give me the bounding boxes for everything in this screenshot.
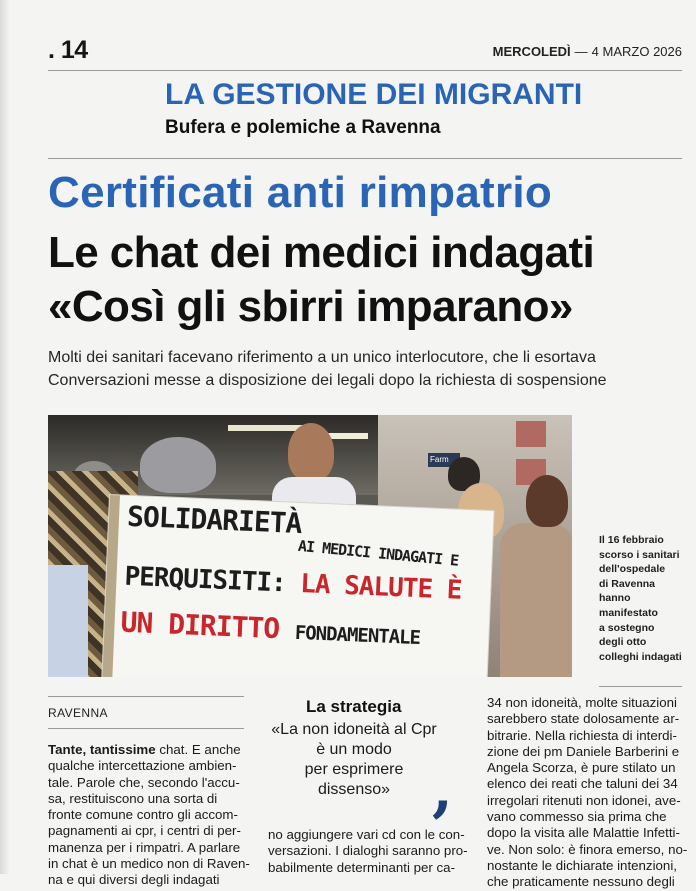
headline-line: Le chat dei medici indagati (48, 228, 595, 277)
body-line: bitrarie. Nella richiesta di interdi- (487, 727, 677, 743)
banner-text: AI MEDICI INDAGATI E (297, 536, 459, 570)
body-line: irregolari ritenuti non idonei, ave- (487, 792, 681, 808)
section-subtitle: Bufera e polemiche a Ravenna (165, 117, 441, 138)
page-edge-shadow (0, 0, 10, 874)
body-line: che praticamente nessuno degli (487, 874, 675, 890)
body-line: vano commesso sia prima che (487, 809, 667, 825)
photo-caption (599, 533, 691, 664)
section-title: LA GESTIONE DEI MIGRANTI (165, 78, 583, 111)
photo-person-coat (500, 523, 572, 677)
body-column-2 (268, 827, 468, 876)
caption-line: dell'ospedale (599, 563, 666, 576)
article-kicker: Certificati anti rimpatrio (48, 168, 553, 217)
banner-text: SOLIDARIETÀ (126, 499, 303, 541)
caption-line: di Ravenna (599, 577, 656, 590)
protest-banner (102, 495, 493, 677)
caption-line: manifestato (599, 606, 658, 619)
photo-white-coat (48, 565, 88, 677)
quote-line: «La non idoneità al Cpr (271, 721, 437, 738)
photo-person (526, 475, 568, 527)
banner-text-red: LA SALUTE È (299, 569, 462, 606)
body-line: qualche intercettazione ambien- (48, 758, 237, 774)
page-number: . 14 (48, 36, 88, 64)
body-line: manenza per i rimpatri. A parlare (48, 839, 241, 855)
body-line: ve. Non solo: è finora emerso, no- (487, 841, 688, 857)
photo-window (516, 421, 546, 447)
dateline-dash: — (574, 44, 588, 59)
dateline (493, 44, 682, 59)
pull-quote (268, 720, 440, 800)
banner-text (124, 562, 462, 606)
dateline-date: 4 MARZO 2026 (591, 44, 682, 59)
section-rule (48, 158, 682, 159)
banner-text-black: FONDAMENTALE (294, 621, 421, 650)
body-line: na e qui diversi degli indagati (48, 872, 220, 888)
body-line: tale. Parole che, secondo l'accu- (48, 774, 240, 790)
headline-line: «Così gli sbirri imparano» (48, 282, 573, 331)
body-line: versazioni. I dialoghi saranno pro- (268, 843, 468, 859)
quote-line: per esprimere (304, 761, 404, 778)
caption-line: colleghi indagati (599, 650, 682, 663)
quote-mark-icon: , (432, 755, 453, 825)
banner-text-red: UN DIRITTO (119, 605, 280, 646)
body-line: in chat è un medico non di Raven- (48, 856, 250, 872)
caption-line: Il 16 febbraio (599, 534, 664, 546)
caption-line: scorso i sanitari (599, 548, 680, 561)
body-line: babilmente determinanti per ca- (268, 859, 455, 875)
caption-line: a sostegno (599, 621, 655, 634)
summary-line: Conversazioni messe a disposizione dei legali dopo la richiesta di sospensione (48, 372, 607, 389)
body-line: dopo la visita alle Malattie Infetti- (487, 825, 680, 841)
photo-person-doctor (288, 423, 334, 481)
body-line: elenco dei reati che taluni dei 34 (487, 776, 678, 792)
location-rule-bottom (48, 728, 244, 729)
lead-bold: Tante, tantissime (48, 742, 156, 757)
photo-ceiling-light (328, 433, 368, 439)
quote-line: dissenso» (317, 781, 391, 798)
body-line: sarebbero state dolosamente ar- (487, 711, 680, 727)
pull-quote-title: La strategia (306, 697, 402, 716)
article-photo (48, 415, 572, 677)
caption-line: degli otto (599, 636, 647, 649)
header-rule (48, 70, 682, 71)
photo-sign: Farm (428, 453, 460, 467)
photo-person (140, 437, 216, 493)
body-line: pagnamenti ai cpr, i centri di per- (48, 823, 241, 839)
body-line: 34 non idoneità, molte situazioni (487, 695, 677, 710)
body-line (48, 742, 250, 758)
body-column-3 (487, 695, 687, 891)
location-rule-top (48, 696, 244, 697)
banner-text (120, 606, 421, 652)
body-line: nostante le dichiarate intenzioni, (487, 857, 677, 873)
summary-line: Molti dei sanitari facevano riferimento a un unico interlocutore, che li esortava (48, 349, 596, 366)
body-line: zione dei pm Daniele Barberini e (487, 743, 680, 759)
lead-rest: chat. E anche (155, 742, 241, 757)
dateline-day: MERCOLEDÌ (492, 44, 571, 59)
body-line: fronte comune contro gli accom- (48, 807, 238, 823)
body-column-1 (48, 742, 250, 889)
caption-rule (599, 686, 682, 687)
quote-line: è un modo (316, 741, 392, 758)
body-line: Angela Scorza, è pure stilato un (487, 760, 676, 776)
article-location: RAVENNA (48, 706, 108, 720)
caption-line: hanno (599, 592, 631, 605)
banner-text-black: PERQUISITI: (123, 561, 287, 599)
body-line: sa, restituiscono una sorta di (48, 790, 218, 806)
body-line: no aggiungere vari cd con le con- (268, 827, 465, 842)
